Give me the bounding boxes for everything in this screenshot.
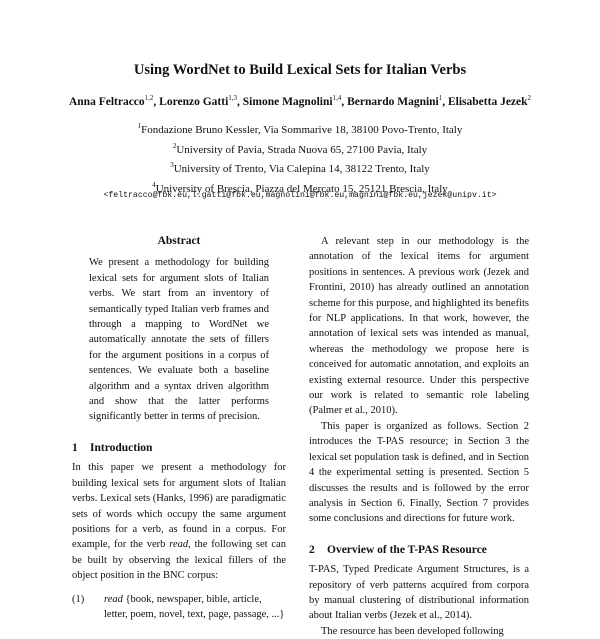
abstract-text: We present a methodology for building lexical sets for argument slots of Italian verbs. We start from an inventory of semantically typed Italian verb frames and through a mapping to WordNet we automatically annotate the sets of fillers for the argument positions in a corpus of sentences. We evaluate both a baseline algorithm and a syntax driven algorithm and show that the latter performs significantly better in terms of precision. — [89, 257, 269, 423]
author-name: Simone Magnolini — [242, 96, 333, 108]
author-affil-mark: 1,2 — [144, 94, 154, 102]
example-number: (1) — [72, 593, 85, 605]
author-emails: <feltracco@fbk.eu,l.gatti@fbk.eu,magnolini@fbk.eu,magnini@fbk.eu,jezek@unipv.it> — [103, 191, 497, 200]
author-name: Lorenzo Gatti — [159, 96, 229, 108]
affiliation: $^3$University of Trento, Via Calepina 14, 38122 Trento, Italy — [170, 161, 430, 175]
author-name: Bernardo Magnini — [347, 96, 439, 108]
section-heading-tpas — [309, 543, 529, 558]
left-column — [72, 234, 286, 622]
right-column — [309, 234, 529, 639]
intro-paragraph-2: A relevant step in our methodology is the annotation of the lexical items for argument positions in sentences. A previous work (Jezek and Frontini, 2010) has already outlined an annotation scheme for this purpose, and highlighted its benefits for NLP applications. In that work, however, the annotation of lexical sets was intended as manual, whereas the methodology we propose here is conceived for automatic annotation, and exploits an existing external resource. Under this perspective our work is related to semantic role labeling (Palmer et al., 2010). — [309, 236, 529, 417]
author-affil-mark: 1,4 — [332, 94, 342, 102]
section-number: 1 — [72, 441, 78, 454]
section-title: Overview of the T-PAS Resource — [327, 543, 487, 556]
author-affil-mark: 1,3 — [228, 94, 238, 102]
author-name: Anna Feltracco — [68, 96, 145, 108]
abstract-heading: Abstract — [157, 235, 201, 247]
tpas-paragraph-1: T-PAS, Typed Predicate Argument Structures, is a repository of verb patterns acquired from corpora by manual clustering of distributional information about Italian verbs (Jezek et al., 2014). — [309, 564, 529, 622]
author-list: Anna Feltracco$^{1,2}$, Lorenzo Gatti$^{1,3}$, Simone Magnolini$^{1,4}$, Bernardo Magnini$^1$, Elisabetta Jezek$^2$ — [68, 94, 532, 108]
example-text: read {book, newspaper, bible, article, letter, poem, novel, text, page, passage, ...} — [104, 593, 285, 620]
author-affil-mark: 1 — [438, 94, 443, 102]
section-title: Introduction — [90, 441, 153, 454]
tpas-paragraph-2: The resource has been developed following — [321, 625, 504, 637]
verb-example-read: read — [169, 539, 189, 551]
affiliation: $^1$Fondazione Bruno Kessler, Via Sommarive 18, 38100 Povo-Trento, Italy — [137, 122, 463, 136]
affiliation: $^2$University of Pavia, Strada Nuova 65, 27100 Pavia, Italy — [172, 141, 428, 156]
paper-title: Using WordNet to Build Lexical Sets for Italian Verbs — [133, 62, 467, 78]
section-number: 2 — [309, 543, 315, 556]
author-affil-mark: 2 — [527, 94, 532, 102]
intro-paragraph-3: This paper is organized as follows. Section 2 introduces the T-PAS resource; in Section 3 the lexical set population task is defined, and in Section 4 the experimental setting is presented. Section 5 discusses the results and is followed by the error analysis in Section 6. Finally, Section 7 provides some conclusions and directions for future work. — [309, 420, 529, 525]
example-1 — [72, 592, 286, 623]
section-heading-introduction — [72, 441, 286, 456]
author-name: Elisabetta Jezek — [448, 96, 528, 108]
affiliation: $^4$University of Brescia, Piazza del Mercato 15, 25121 Brescia, Italy — [152, 180, 448, 195]
affiliation-list — [0, 119, 600, 197]
intro-paragraph: In this paper we present a methodology for building lexical sets for argument slots of Italian verbs. Lexical sets (Hanks, 1996) are paradigmatic sets of words which occupy the same argument positions for a verb, as found in a corpus. For example, for the verb read, the following set can be built by observing the lexical fillers of the object position in the BNC corpus: — [72, 462, 286, 582]
